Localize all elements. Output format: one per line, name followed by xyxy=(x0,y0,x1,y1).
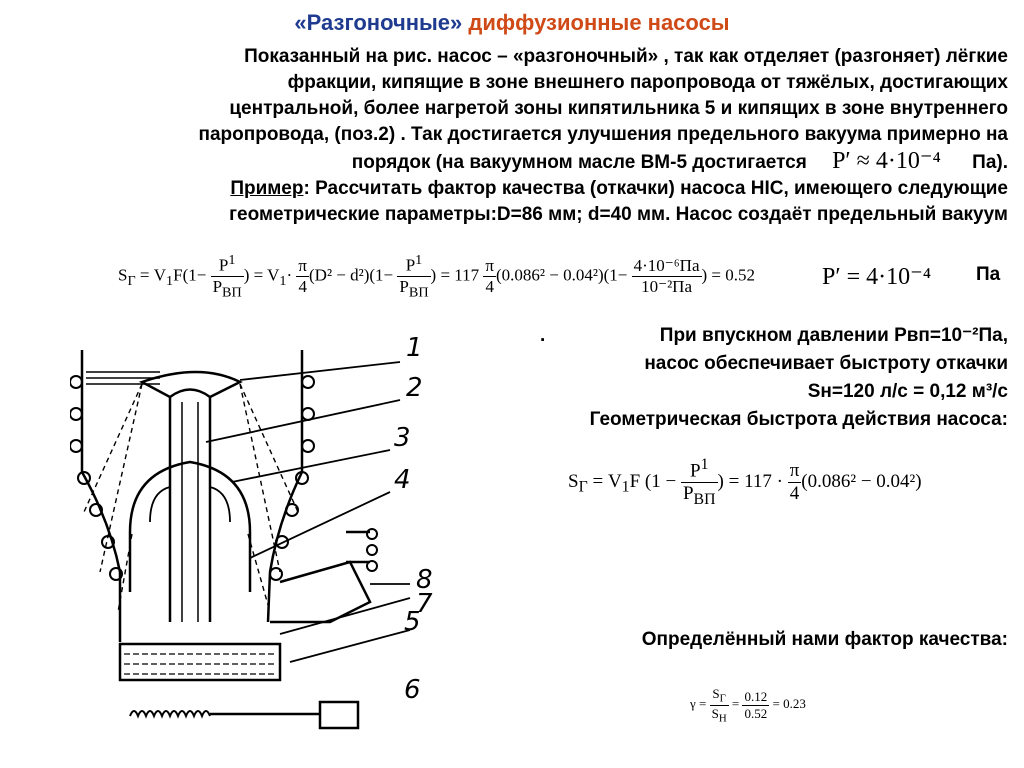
heater-coil xyxy=(130,711,210,716)
eq1-frac-p-2 xyxy=(397,252,430,301)
eq2-lhs: S xyxy=(568,470,579,492)
eq1-frac-pi-2 xyxy=(483,256,496,297)
label-8: 8 xyxy=(416,565,433,595)
eq1-frac2-num: P xyxy=(405,255,416,275)
eq1-part-1-sub: 1 xyxy=(166,272,174,289)
inlet-line-2: насос обеспечивает быстроту откачки xyxy=(644,353,1008,374)
label-6: 6 xyxy=(404,675,421,705)
vacuum-unit: Па xyxy=(976,264,1001,285)
label-3: 3 xyxy=(394,423,411,453)
eq2-part-2: F (1 − xyxy=(629,470,677,492)
label-7: 7 xyxy=(416,589,433,619)
title-quoted: «Разгоночные» xyxy=(294,10,463,35)
eq3-den2: 0.52 xyxy=(744,705,768,721)
vacuum-formula: P′ = 4·10⁻⁴ xyxy=(822,264,932,290)
intro-line-2: фракции, кипящие в зоне внешнего паропровода от тяжёлых, достигающих xyxy=(287,72,1008,93)
equation-3 xyxy=(690,686,806,724)
eq1-frac-den-sub: ВП xyxy=(222,284,242,301)
label-5: 5 xyxy=(404,607,421,637)
eq1-frac-den: P xyxy=(212,276,223,296)
eq2-lhs-sub: Г xyxy=(578,478,588,496)
eq3-frac-s xyxy=(710,686,729,724)
eq3-frac-val xyxy=(742,689,769,722)
eq2-part-4: (0.086² − 0.04²) xyxy=(801,470,922,492)
outlet-coil xyxy=(367,529,377,571)
second-stage-jet xyxy=(150,487,230,522)
eq2-frac-num: P xyxy=(689,460,701,482)
eq1-part-4: · xyxy=(286,265,293,285)
eq1-frac2-den-sub: ВП xyxy=(408,284,429,301)
heater-power-box xyxy=(320,702,358,728)
inner-vapor-pipe xyxy=(170,397,210,622)
label-1: 1 xyxy=(406,333,423,363)
intro-line-4: паропровода, (поз.2) . Так достигается улучшения предельного вакуума примерно на xyxy=(198,124,1008,145)
equation-2 xyxy=(568,456,922,509)
intro-line-5-start: порядок (на вакуумном масле ВМ-5 достигается xyxy=(351,152,807,173)
eq1-frac-num: P xyxy=(218,255,229,275)
eq2-frac-p xyxy=(681,456,718,509)
intro-line-1: Показанный на рис. насос – «разгоночный» , так как отделяет (разгоняет) лёгкие xyxy=(244,46,1008,67)
eq3-equals: = xyxy=(731,696,740,712)
pump-wall-left xyxy=(82,350,120,642)
intro-line-5-end: Па). xyxy=(972,152,1008,173)
inlet-line-4: Геометрическая быстрота действия насоса: xyxy=(589,409,1008,430)
example-line-2: геометрические параметры:D=86 мм; d=40 мм. Насос создаёт предельный вакуум xyxy=(229,204,1008,225)
eq1-lhs-sub: Г xyxy=(127,272,136,289)
eq2-frac-num-sup: 1 xyxy=(700,456,709,473)
label-2: 2 xyxy=(406,373,423,403)
eq1-frac2-num-sup: 1 xyxy=(415,252,423,268)
inlet-line-3: Sн=120 л/с = 0,12 м³/с xyxy=(807,381,1008,402)
pump-diagram xyxy=(70,322,450,742)
vapor-jets xyxy=(84,384,298,612)
eq1-den-val: 10⁻²Па xyxy=(641,277,693,297)
eq1-part-6: ) = 117 xyxy=(430,265,480,285)
eq2-part-1-sub: 1 xyxy=(621,478,630,496)
eq1-four: 4 xyxy=(298,277,307,297)
eq1-part-7: (0.086² − 0.04²)(1− xyxy=(496,265,628,285)
page-title xyxy=(0,10,1024,36)
fore-vacuum-port xyxy=(346,532,370,562)
eq3-den1: S xyxy=(711,705,719,721)
oil-level xyxy=(124,654,276,674)
eq1-pi-2: π xyxy=(485,256,495,276)
eq3-num1-sub: Г xyxy=(719,692,726,705)
eq3-num2: 0.12 xyxy=(744,688,768,704)
vacuum-formula-block xyxy=(822,262,931,291)
eq1-part-8: ) = 0.52 xyxy=(701,265,756,285)
eq3-num1: S xyxy=(712,686,720,701)
eq1-part-2: F(1− xyxy=(173,265,207,285)
central-tube xyxy=(182,402,198,622)
cooling-coil-right xyxy=(270,376,314,580)
eq1-frac-num-sup: 1 xyxy=(228,252,236,268)
eq2-four: 4 xyxy=(789,483,800,505)
eq2-pi: π xyxy=(789,460,800,482)
eq3-gamma: γ = xyxy=(690,696,707,712)
inlet-flange xyxy=(86,372,160,384)
eq2-frac-den-sub: ВП xyxy=(693,491,716,509)
eq2-frac-den: P xyxy=(682,483,694,505)
eq1-part-3-sub: 1 xyxy=(279,272,287,289)
eq2-part-3: ) = 117 · xyxy=(717,470,783,492)
inlet-block xyxy=(500,322,1008,434)
example-text-1: : Рассчитать фактор качества (откачки) насоса НIС, имеющего следующие xyxy=(303,178,1008,199)
eq1-frac-p xyxy=(211,252,244,301)
eq1-num-val: 4·10⁻⁶Па xyxy=(633,256,700,276)
eq2-part-1: = V xyxy=(592,470,622,492)
eq1-part-3: ) = V xyxy=(243,265,280,285)
example-line-1 xyxy=(50,176,1008,202)
eq1-frac-pi xyxy=(296,256,309,297)
eq1-lhs: S xyxy=(118,265,128,285)
eq1-part-1: = V xyxy=(139,265,167,285)
label-4: 4 xyxy=(394,465,411,495)
eq3-den1-sub: Н xyxy=(718,712,727,725)
title-rest: диффузионные насосы xyxy=(468,10,730,35)
intro-line-5 xyxy=(50,148,1008,176)
intro-paragraph xyxy=(50,44,1008,228)
inlet-line-1 xyxy=(500,322,1008,350)
eq1-pi: π xyxy=(298,256,308,276)
intro-line-3: центральной, более нагретой зоны кипятильника 5 и кипящих в зоне внутреннего xyxy=(229,98,1008,119)
eq1-part-5: (D² − d²)(1− xyxy=(309,265,394,285)
eq3-result: = 0.23 xyxy=(772,696,806,712)
eq1-frac2-den: P xyxy=(399,276,409,296)
inlet-bullet: . xyxy=(540,325,546,346)
eq2-frac-pi xyxy=(788,460,802,505)
equation-1 xyxy=(118,252,755,301)
eq1-frac-values xyxy=(632,256,702,297)
example-label: Пример xyxy=(230,178,304,199)
vacuum-formula-oil: P′ ≈ 4·10⁻⁴ xyxy=(832,148,941,174)
eq1-four-2: 4 xyxy=(485,277,494,297)
quality-heading: Определённый нами фактор качества: xyxy=(641,629,1008,650)
inlet-line-1-text: При впускном давлении Pвп=10⁻²Па, xyxy=(659,325,1008,346)
